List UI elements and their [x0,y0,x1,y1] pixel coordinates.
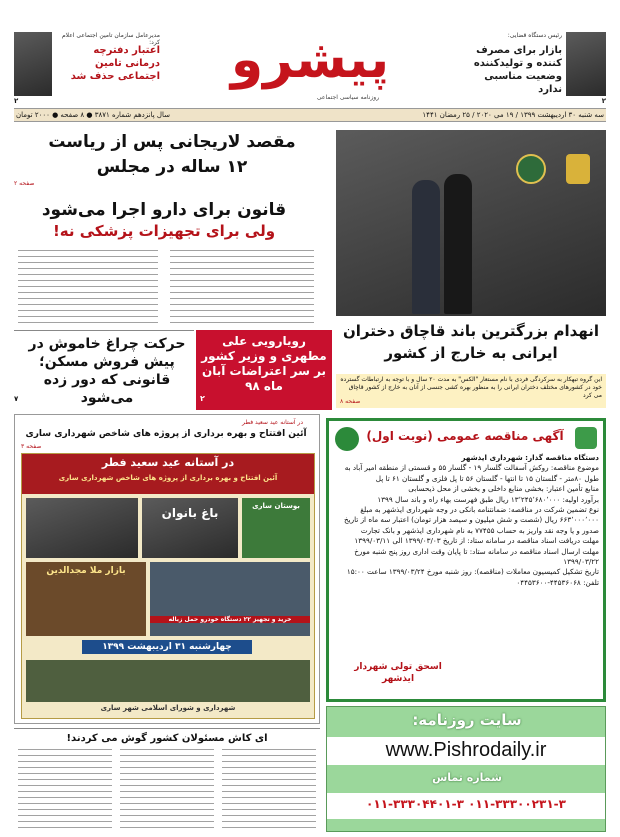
gang-headline: انهدام بزرگترین باند قاچاق دختران ایرانی به خارج از کشور [342,322,600,362]
tender-ad [326,418,606,702]
tender-line-estimate: برآورد اولیه: ۱۳٬۲۴۵٬۶۸۰٬۰۰۰ ریال طبق فهرست بهاء راه و باند سال ۱۳۹۹ [377,494,599,504]
poster-bagh: باغ بانوان [161,506,219,520]
gang-photo [336,130,606,316]
poster-top-band [22,454,314,494]
left-story-kicker: مدیرعامل سازمان تامین اجتماعی اعلام کرد: [61,32,160,46]
poster-photo-bus [150,562,310,636]
house-page: ۷ [14,395,19,403]
website-box [326,706,606,832]
officials-body-col2 [120,749,214,829]
left-story-page: ۲ [14,97,19,105]
police-emblem-icon [516,154,546,184]
contact-label: شماره تماس [432,771,502,784]
website-url: www.Pishrodaily.ir [385,739,547,761]
drugs-headline: قانون برای دارو اجرا می‌شود [41,200,287,220]
drugs-body-left [18,250,158,324]
officials-story [14,728,320,832]
right-story-headline: بازار برای مصرف کننده و تولیدکننده وضعیت مناسبی ندارد [473,45,562,95]
motahari-page: ۲ [200,394,205,403]
police-badge-icon [566,154,590,184]
poster-bottom-photo [26,660,310,702]
poster-date: چهارشنبه ۳۱ اردیبهشت ۱۳۹۹ [82,640,252,654]
masthead-title: پیشرو [230,30,390,90]
tender-line-subject: موضوع مناقصه: روکش آسفالت گلسار ۱۹ - گلسار ۵۵ و قسمتی از منطقه امیر آباد به طول ۸۰متر - گلستان ۱۵ تا انتها - گلستان ۵۶ تا پل فلزی و گلستان ۶۱ تا پل [344,463,599,483]
poster-banner-line2: آئین افتتاح و بهره برداری از پروژه های شاخص شهرداری ساری [58,474,278,482]
officials-headline: ای کاش مسئولان کشور گوش می کردند! [66,733,268,744]
terminal-poster [21,453,315,719]
house-story-box [14,330,194,408]
terminal-kicker: در آستانه عید سعید فطر [242,419,303,426]
tender-title: آگهی مناقصه عمومی (نوبت اول) [366,429,564,443]
motahari-box [196,330,332,410]
poster-photo-left [26,498,138,558]
masthead-subtitle: روزنامه سیاسی اجتماعی [316,94,380,101]
website-url-band [327,737,605,765]
tender-line-credit: منابع تأمین اعتبار: بخشی منابع داخلی و بخشی از محل ذیحسابی [408,484,599,494]
poster-banner-line1: در آستانه عید سعید فطر [101,456,235,469]
tender-line-receive: مهلت دریافت اسناد مناقصه در سامانه ستاد: از تاریخ ۱۳۹۹/۰۳/۰۳ الی ۱۳۹۹/۰۳/۱۱ [354,536,599,546]
motahari-headline: رویارویی علی مطهری و وزیر کشور بر سر اعتراضات آبان ماه ۹۸ [201,334,327,393]
left-story-photo [14,32,52,96]
setad-logo-icon [575,427,597,449]
tender-line-org: دستگاه مناقصه گذار: شهرداری ایذشهر [461,453,599,462]
dateline-left: سال پانزدهم شماره ۳۸۷۱ ● ۸ صفحه ● ۲۰۰۰ تومان [16,111,170,119]
tender-signature: اسحق تولی شهردار ایذشهر [354,662,442,684]
drugs-subheadline: ولی برای تجهیزات پزشکی نه! [52,222,276,240]
gang-story [336,130,606,412]
right-story-kicker: رئیس دستگاه قضایی: [507,32,562,39]
right-story-photo [566,32,606,96]
suspect-figure [412,180,440,314]
website-title: سایت روزنامه: [412,711,522,729]
dateline-bar [14,108,606,122]
drugs-body-right [170,250,314,324]
gang-body: این گروه تبهکار به سرکردگی فردی با نام مستعار "الکس" به مدت ۲۰ سال و با توجه به ارتباطات گسترده خود در کشورهای مختلف دختران ایرانی را به منظور بهره کشی جنسی از آنان به خارج از کشور قاچاق می کرد [336,374,606,408]
tender-body [337,453,599,588]
tender-line-deadline: مهلت ارسال اسناد مناقصه در سامانه ستاد: تا پایان وقت اداری روز پنج شنبه مورخ ۱۳۹۹/۰۳/۲۲ [354,546,599,567]
poster-footer: شهرداری و شورای اسلامی شهر ساری [100,704,236,712]
dateline-right: سه شنبه ۳۰ اردیبهشت ۱۳۹۹ / ۱۹ می ۲۰۲۰ / ۲۵ رمضان ۱۴۴۱ [422,111,604,119]
phone-band [327,793,605,819]
poster-bazar: بازار ملا مجدالدین [46,566,126,576]
poster-bostan: بوستان ساری [252,502,300,510]
terminal-page: صفحه ۳ [21,443,42,450]
gang-page: صفحه ۸ [340,398,361,405]
contact-phones: ۰۱۱-۳۳۳۰۰۲۳۱-۳ ۰۱۱-۳۳۳۰۴۴۰۱-۳ [366,797,566,811]
officer-figure [444,174,472,314]
officials-body-col3 [222,749,316,829]
masthead [14,30,606,106]
left-story-headline: اعتبار دفترچه درمانی تامین اجتماعی حذف شد [70,45,160,82]
larijani-headline: مقصد لاریجانی پس از ریاست ۱۲ ساله در مجلس [48,132,296,177]
tender-line-guarantee: نوع تضمین شرکت در مناقصه: ضمانتنامه بانکی در وجه شهرداری ایذشهر به مبلغ ۶۶۳٬۰۰۰٬۰۰۰ ریال (شصت و شش میلیون و سیصد هزار تومان) اعتبار سه ماه از تاریخ صدور و یا وجه نقد واریز به حساب ۷۷۴۵۵ به نام شهرداری ایذشهر و بانک تجارت [344,505,599,535]
municipality-logo-icon [335,427,359,451]
poster-khoda: خرید و تجهیز ۲۲ دستگاه خودرو حمل زباله [150,616,310,623]
officials-body-col1 [18,749,112,829]
larijani-page: صفحه ۲ [14,180,35,187]
right-story-page: ۲ [601,97,606,105]
house-headline: حرکت چراغ خاموش در پیش فروش مسکن؛ قانونی که دور زده می‌شود [28,336,186,406]
terminal-headline: آئین افتتاح و بهره برداری از پروژه های شاخص شهرداری ساری [25,429,307,439]
tender-line-meeting: تاریخ تشکیل کمیسیون معاملات (مناقصه): روز شنبه مورخ ۱۳۹۹/۰۳/۲۴ ساعت ۱۵:۰۰ [346,567,599,577]
terminal-ad [14,414,320,724]
tender-line-tel: تلفن: ۴۴۵۳۶۰۶۸-۰۴۴۵۳۶۰۰ [516,577,599,587]
